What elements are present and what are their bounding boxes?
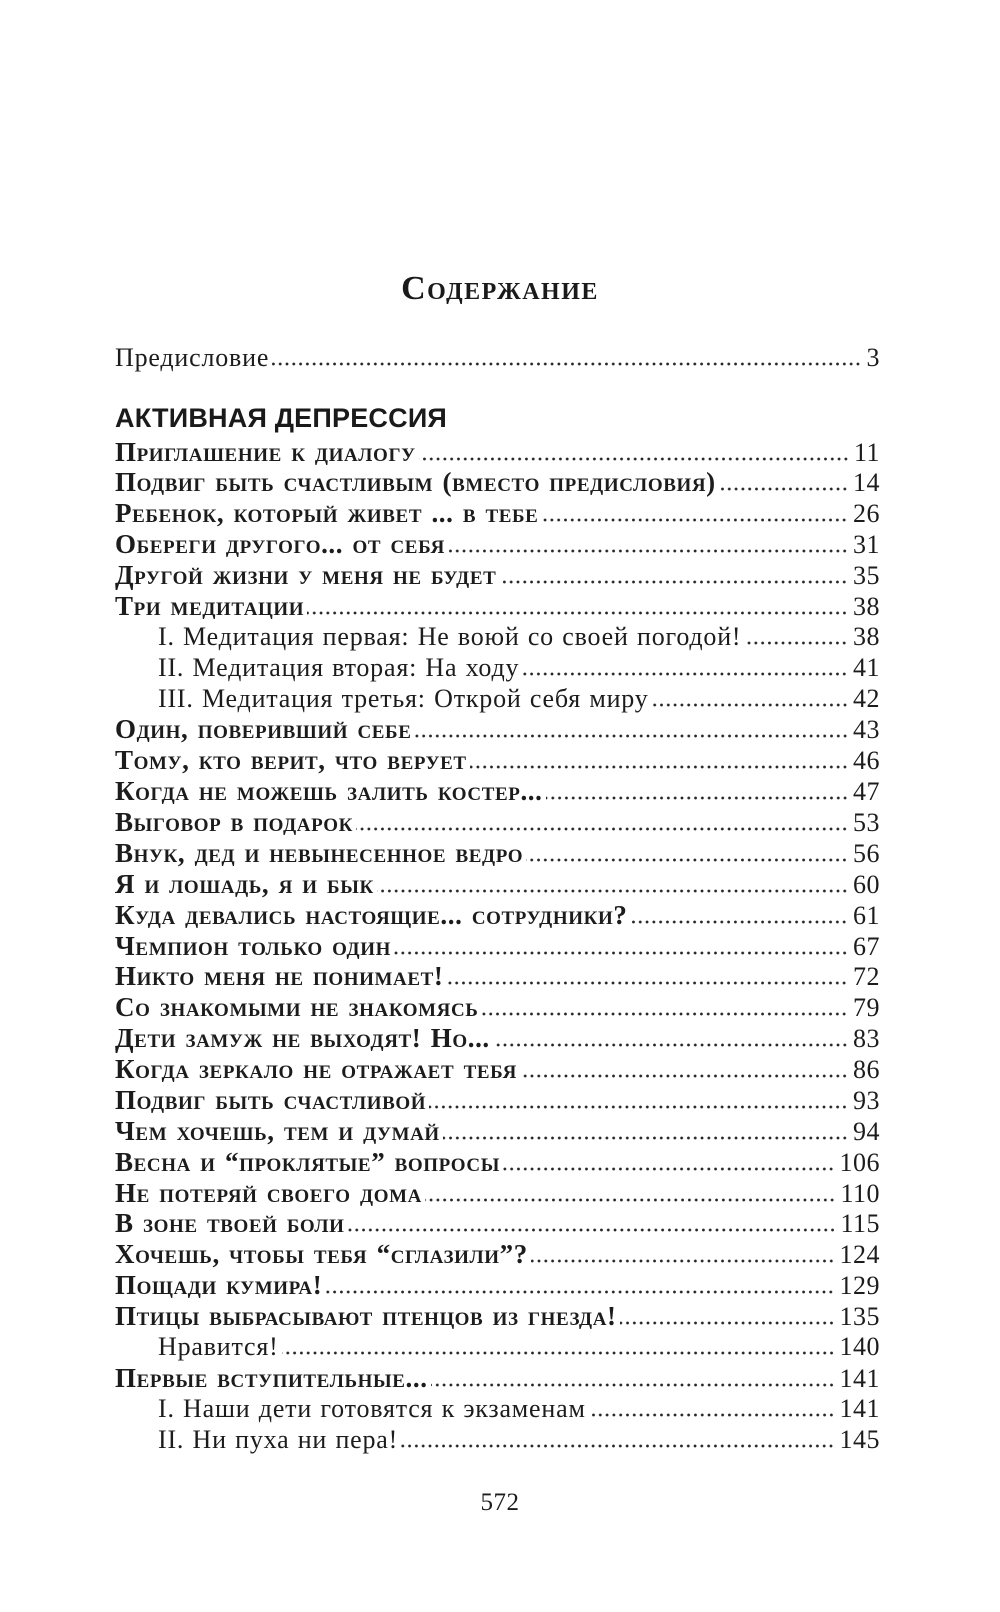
toc-entry-label: III. Медитация третья: Открой себя миру <box>158 683 649 713</box>
toc-page-number: 94 <box>853 1116 880 1146</box>
toc-preface <box>115 343 880 374</box>
toc-entry-label: Я и лошадь, я и бык <box>115 868 374 899</box>
toc-entry-label: Когда зеркало не отражает тебя <box>115 1054 517 1084</box>
toc-entry <box>115 1208 880 1239</box>
dot-leader <box>630 920 848 924</box>
dot-leader <box>307 611 848 615</box>
toc-page-number: 31 <box>853 530 880 560</box>
dot-leader <box>589 1413 835 1417</box>
toc-entry <box>115 714 880 745</box>
toc-page-number: 110 <box>840 1178 880 1208</box>
toc-entry <box>115 529 880 560</box>
toc-entry-label: Внук, дед и невынесенное ведро <box>115 837 524 868</box>
dot-leader <box>719 487 848 491</box>
toc-entry-label: Когда не можешь залить костер... <box>115 776 543 807</box>
toc-entry <box>115 807 880 838</box>
toc-page-number: 79 <box>853 993 880 1023</box>
dot-leader <box>744 641 848 645</box>
toc-entry <box>115 745 880 776</box>
toc-page-number: 38 <box>853 621 880 651</box>
dot-leader <box>325 1290 834 1294</box>
toc-page-number: 129 <box>839 1271 880 1301</box>
toc-page-number: 67 <box>853 931 880 961</box>
dot-leader <box>526 858 848 862</box>
toc-entry-label: II. Медитация вторая: На ходу <box>158 652 520 682</box>
dot-leader <box>429 1105 848 1109</box>
toc-page-number: 124 <box>839 1240 880 1270</box>
toc-page-number: 43 <box>853 715 880 745</box>
dot-leader <box>448 549 848 553</box>
dot-leader <box>541 518 848 522</box>
toc-subentry <box>115 684 880 715</box>
toc-page-number: 14 <box>853 468 880 498</box>
toc-entry-label: Куда девались настоящие... сотрудники? <box>115 899 628 930</box>
toc-entry-label: Обереги другого... от себя <box>115 529 445 560</box>
toc-page-number: 83 <box>853 1024 880 1054</box>
toc-entry-label: Никто меня не понимает! <box>115 961 444 992</box>
dot-leader <box>503 1167 835 1171</box>
toc-entry <box>115 869 880 900</box>
dot-leader <box>419 457 849 461</box>
toc-subentry <box>115 622 880 653</box>
toc-page-number: 41 <box>853 652 880 682</box>
toc-entry-label: Три медитации <box>115 590 305 621</box>
dot-leader <box>282 1351 835 1355</box>
toc-entry <box>115 931 880 962</box>
dot-leader <box>394 951 848 955</box>
toc-entry <box>115 838 880 869</box>
toc-entry <box>115 1178 880 1209</box>
toc-page-number: 3 <box>866 343 880 372</box>
dot-leader <box>499 580 848 584</box>
toc-entry <box>115 437 880 468</box>
toc-page-number: 141 <box>839 1363 880 1393</box>
toc-entry-label: Первые вступительные... <box>115 1362 428 1393</box>
toc-entry <box>115 560 880 591</box>
dot-leader <box>470 765 848 769</box>
toc-page-number: 61 <box>853 900 880 930</box>
toc-page-number: 72 <box>853 962 880 992</box>
toc-entry-label: Птицы выбрасывают птенцов из гнезда! <box>115 1301 617 1331</box>
dot-leader <box>620 1321 835 1325</box>
toc-entry <box>115 591 880 622</box>
toc-subentry <box>115 1394 880 1425</box>
toc-page-number: 141 <box>839 1393 880 1423</box>
dot-leader <box>546 796 848 800</box>
toc-page-number: 26 <box>853 499 880 529</box>
toc-entry <box>115 1054 880 1085</box>
toc-page-number: 115 <box>840 1209 880 1239</box>
toc-entry <box>115 1023 880 1054</box>
toc-page-number: 86 <box>853 1055 880 1084</box>
dot-leader <box>481 1012 848 1016</box>
dot-leader <box>522 672 848 676</box>
toc-entry-label: Со знакомыми не знакомясь <box>115 992 479 1023</box>
toc-entry-label: Один, поверивший себе <box>115 714 412 745</box>
toc-entry <box>115 900 880 931</box>
toc-entry-label: Чем хочешь, тем и думай <box>115 1115 440 1146</box>
toc-entry <box>115 1301 880 1332</box>
dot-leader <box>415 734 849 738</box>
toc-page-number: 140 <box>839 1331 880 1361</box>
toc-entry <box>115 776 880 807</box>
page-number: 572 <box>480 1489 520 1516</box>
toc-entry-label: II. Ни пуха ни пера! <box>158 1424 399 1454</box>
toc-entry <box>115 498 880 529</box>
toc-page-number: 56 <box>853 838 880 868</box>
toc-entry-label: Подвиг быть счастливой <box>115 1084 427 1115</box>
toc-entry <box>115 1363 880 1394</box>
toc-entry <box>115 467 880 498</box>
dot-leader <box>377 889 848 893</box>
toc-entry-label: Пощади кумира! <box>115 1270 323 1301</box>
dot-leader <box>446 981 848 985</box>
toc-page-number: 47 <box>853 777 880 807</box>
section-heading: АКТИВНАЯ ДЕПРЕССИЯ <box>115 403 448 433</box>
toc-entry-label: Подвиг быть счастливым (вместо предисловия) <box>115 467 716 498</box>
toc-entry-label: I. Медитация первая: Не воюй со своей погодой! <box>158 621 742 651</box>
toc-page-number: 145 <box>839 1424 880 1454</box>
toc-page-number: 38 <box>853 591 880 621</box>
toc-subentry <box>115 1332 880 1363</box>
dot-leader <box>531 1259 835 1263</box>
toc-entry-label: Нравится! <box>158 1331 279 1361</box>
toc-page-number: 11 <box>853 437 880 467</box>
toc-page-number: 106 <box>839 1147 880 1177</box>
toc-entry-label: Не потеряй своего дома <box>115 1177 422 1208</box>
toc-entry-label: В зоне твоей боли <box>115 1208 345 1239</box>
dot-leader <box>520 1074 848 1078</box>
toc-entry-label: Хочешь, чтобы тебя “сглазили”? <box>115 1239 528 1270</box>
dot-leader <box>348 1228 836 1232</box>
toc-subentry <box>115 1425 880 1456</box>
toc-page-number: 135 <box>839 1302 880 1331</box>
dot-leader <box>356 827 848 831</box>
toc-entry <box>115 343 880 374</box>
toc-entry <box>115 1270 880 1301</box>
toc-page-number: 60 <box>853 869 880 899</box>
dot-leader <box>443 1136 848 1140</box>
toc-entry-label: Приглашение к диалогу <box>115 436 416 467</box>
toc-entry-label: Ребенок, который живет ... в тебе <box>115 498 539 529</box>
toc-subentry <box>115 653 880 684</box>
dot-leader <box>493 1043 848 1047</box>
toc-entry <box>115 961 880 992</box>
dot-leader <box>431 1383 835 1387</box>
toc-page-number: 93 <box>853 1085 880 1115</box>
dot-leader <box>272 362 861 366</box>
toc-entry <box>115 1116 880 1147</box>
toc-entry <box>115 992 880 1023</box>
page-title: Содержание <box>401 270 599 307</box>
toc-page-number: 53 <box>853 808 880 837</box>
toc-entry-label: Другой жизни у меня не будет <box>115 560 497 590</box>
toc-entry <box>115 1085 880 1116</box>
dot-leader <box>425 1198 836 1202</box>
toc-entry-label: I. Наши дети готовятся к экзаменам <box>158 1393 586 1423</box>
toc-page-number: 42 <box>853 683 880 713</box>
toc-page-number: 46 <box>853 746 880 776</box>
dot-leader <box>401 1444 834 1448</box>
toc-entry-label: Выговор в подарок <box>115 807 353 837</box>
toc-entry <box>115 1239 880 1270</box>
toc-entry-label: Дети замуж не выходят! Но... <box>115 1023 490 1054</box>
toc-entry-label: Тому, кто верит, что верует <box>115 745 467 776</box>
toc-entry <box>115 1147 880 1178</box>
toc-list <box>115 437 880 1456</box>
toc-entry-label: Весна и “проклятые” вопросы <box>115 1146 500 1177</box>
toc-page-number: 35 <box>853 561 880 590</box>
dot-leader <box>652 703 848 707</box>
toc-entry-label: Чемпион только один <box>115 930 391 961</box>
toc-entry-label: Предисловие <box>115 343 270 372</box>
